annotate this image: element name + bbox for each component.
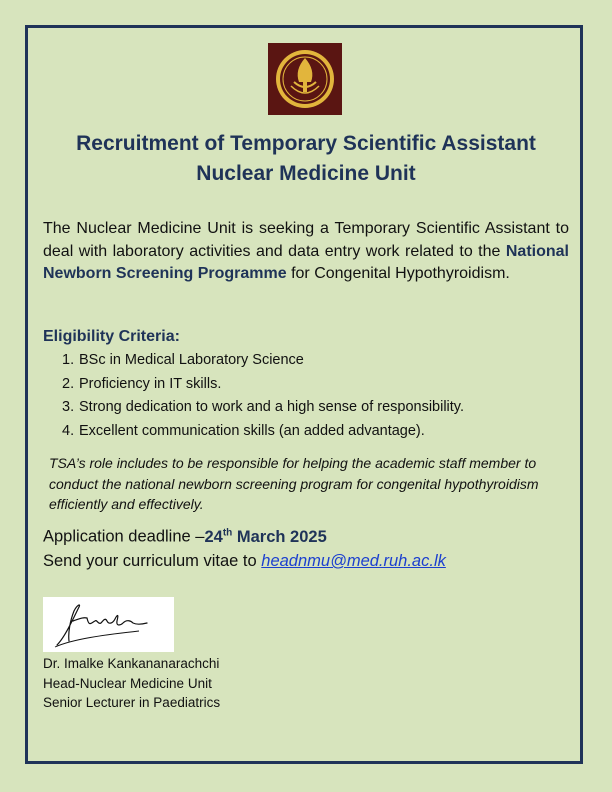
- send-label: Send your curriculum vitae to: [43, 552, 262, 570]
- university-logo: [268, 43, 342, 115]
- signatory-title: Senior Lecturer in Paediatrics: [43, 695, 221, 710]
- deadline-day: 24: [204, 527, 223, 546]
- item-number: 1.: [62, 352, 75, 368]
- intro-paragraph: [43, 218, 569, 286]
- deadline-month-year: March 2025: [232, 527, 327, 546]
- signatory-block: [43, 654, 220, 713]
- item-text: Strong dedication to work and a high sense of responsibility.: [79, 399, 465, 415]
- email-link[interactable]: headnmu@med.ruh.ac.lk: [261, 552, 446, 570]
- intro-text-end: for Congenital Hypothyroidism.: [286, 265, 510, 282]
- page-subtitle: Nuclear Medicine Unit: [196, 162, 416, 185]
- criteria-list: [62, 350, 464, 444]
- application-deadline: [43, 527, 327, 547]
- signatory-name: Dr. Imalke Kankananarachchi: [43, 656, 220, 671]
- deadline-label: Application deadline –: [43, 527, 205, 546]
- role-note: TSA’s role includes to be responsible for helping the academic staff member to conduct the national newborn screening program for congenital hypothyroidism efficiently and effectively.: [49, 455, 539, 512]
- signature-image: [43, 597, 174, 652]
- item-text: BSc in Medical Laboratory Science: [79, 352, 304, 368]
- list-item: [62, 421, 464, 445]
- item-text: Excellent communication skills (an added advantage).: [79, 422, 425, 439]
- item-number: 2.: [62, 375, 75, 392]
- item-number: 4.: [62, 422, 75, 439]
- list-item: [62, 374, 464, 398]
- deadline-suffix: th: [222, 527, 233, 538]
- item-text: Proficiency in IT skills.: [79, 375, 222, 392]
- item-number: 3.: [62, 399, 75, 415]
- list-item: [62, 350, 464, 374]
- eligibility-heading: Eligibility Criteria:: [43, 328, 180, 345]
- intro-text-start: The Nuclear Medicine Unit is seeking a Temporary Scientific Assistant to deal with laboratory activities and data entry work related to the: [43, 220, 569, 260]
- seal-icon: [274, 48, 336, 110]
- list-item: [62, 397, 464, 421]
- programme-name: National Newborn Screening Programme: [43, 242, 569, 282]
- signatory-position: Head-Nuclear Medicine Unit: [43, 675, 212, 691]
- signature-icon: [43, 597, 174, 652]
- page-title: Recruitment of Temporary Scientific Assistant: [76, 132, 536, 155]
- send-cv-line: [43, 552, 446, 571]
